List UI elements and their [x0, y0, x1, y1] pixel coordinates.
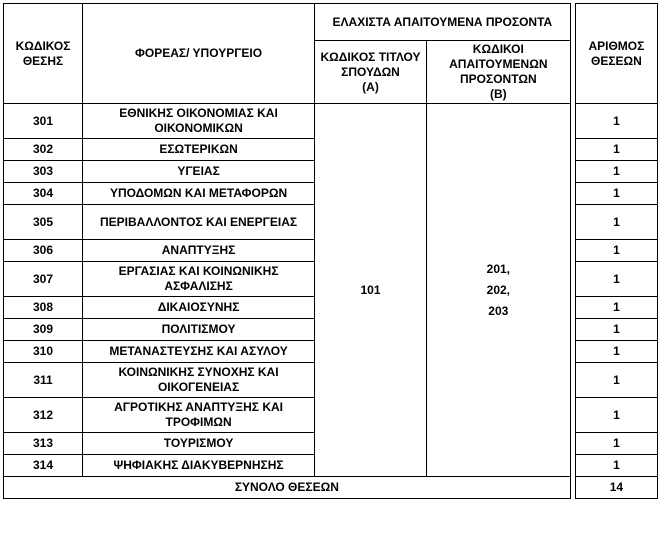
header-qualifications: ΕΛΑΧΙΣΤΑ ΑΠΑΙΤΟΥΜΕΝΑ ΠΡΟΣΟΝΤΑ — [315, 4, 571, 41]
row-code: 302 — [4, 139, 83, 161]
total-row — [4, 477, 658, 499]
row-count: 1 — [575, 139, 657, 161]
row-count: 1 — [575, 319, 657, 341]
row-count: 1 — [575, 183, 657, 205]
positions-table — [3, 3, 658, 499]
header-col-a — [315, 41, 427, 104]
shared-title-code: 101 — [315, 104, 427, 477]
row-count: 1 — [575, 262, 657, 297]
row-body: ΕΣΩΤΕΡΙΚΩΝ — [83, 139, 315, 161]
row-count: 1 — [575, 433, 657, 455]
row-count: 1 — [575, 341, 657, 363]
row-body: ΠΟΛΙΤΙΣΜΟΥ — [83, 319, 315, 341]
row-body: ΑΓΡΟΤΙΚΗΣ ΑΝΑΠΤΥΞΗΣ ΚΑΙ ΤΡΟΦΙΜΩΝ — [83, 398, 315, 433]
row-count: 1 — [575, 240, 657, 262]
row-code: 308 — [4, 297, 83, 319]
row-body: ΕΡΓΑΣΙΑΣ ΚΑΙ ΚΟΙΝΩΝΙΚΗΣ ΑΣΦΑΛΙΣΗΣ — [83, 262, 315, 297]
row-code: 312 — [4, 398, 83, 433]
row-count: 1 — [575, 398, 657, 433]
row-code: 307 — [4, 262, 83, 297]
header-col-a-label: ΚΩΔΙΚΟΣ ΤΙΤΛΟΥ ΣΠΟΥΔΩΝ — [320, 49, 421, 79]
row-body: ΤΟΥΡΙΣΜΟΥ — [83, 433, 315, 455]
row-body: ΠΕΡΙΒΑΛΛΟΝΤΟΣ ΚΑΙ ΕΝΕΡΓΕΙΑΣ — [83, 205, 315, 240]
row-code: 309 — [4, 319, 83, 341]
row-code: 310 — [4, 341, 83, 363]
row-code: 305 — [4, 205, 83, 240]
row-body: ΕΘΝΙΚΗΣ ΟΙΚΟΝΟΜΙΑΣ ΚΑΙ ΟΙΚΟΝΟΜΙΚΩΝ — [83, 104, 315, 139]
row-body: ΥΠΟΔΟΜΩΝ ΚΑΙ ΜΕΤΑΦΟΡΩΝ — [83, 183, 315, 205]
header-col-b — [426, 41, 570, 104]
row-body: ΨΗΦΙΑΚΗΣ ΔΙΑΚΥΒΕΡΝΗΣΗΣ — [83, 455, 315, 477]
qual-code-1: 201, — [486, 261, 510, 276]
row-body: ΥΓΕΙΑΣ — [83, 161, 315, 183]
row-body: ΚΟΙΝΩΝΙΚΗΣ ΣΥΝΟΧΗΣ ΚΑΙ ΟΙΚΟΓΕΝΕΙΑΣ — [83, 363, 315, 398]
row-count: 1 — [575, 205, 657, 240]
header-col-b-label: ΚΩΔΙΚΟΙ ΑΠΑΙΤΟΥΜΕΝΩΝ ΠΡΟΣΟΝΤΩΝ — [449, 42, 548, 86]
row-code: 303 — [4, 161, 83, 183]
row-body: ΜΕΤΑΝΑΣΤΕΥΣΗΣ ΚΑΙ ΑΣΥΛΟΥ — [83, 341, 315, 363]
header-col-a-sub: (Α) — [362, 79, 379, 94]
row-body: ΑΝΑΠΤΥΞΗΣ — [83, 240, 315, 262]
row-code: 304 — [4, 183, 83, 205]
header-col-b-sub: (Β) — [489, 87, 507, 101]
row-code: 314 — [4, 455, 83, 477]
row-body: ΔΙΚΑΙΟΣΥΝΗΣ — [83, 297, 315, 319]
row-code: 301 — [4, 104, 83, 139]
row-code: 311 — [4, 363, 83, 398]
header-code: ΚΩΔΙΚΟΣ ΘΕΣΗΣ — [4, 4, 83, 104]
row-count: 1 — [575, 455, 657, 477]
total-label: ΣΥΝΟΛΟ ΘΕΣΕΩΝ — [4, 477, 571, 499]
header-body: ΦΟΡΕΑΣ/ ΥΠΟΥΡΓΕΙΟ — [83, 4, 315, 104]
row-count: 1 — [575, 297, 657, 319]
row-count: 1 — [575, 161, 657, 183]
total-value: 14 — [575, 477, 657, 499]
shared-qual-codes — [426, 104, 570, 477]
qual-code-2: 202, — [486, 282, 510, 297]
row-code: 306 — [4, 240, 83, 262]
row-code: 313 — [4, 433, 83, 455]
table-row — [4, 104, 658, 139]
row-count: 1 — [575, 363, 657, 398]
row-count: 1 — [575, 104, 657, 139]
qual-code-3: 203 — [488, 303, 509, 318]
header-count: ΑΡΙΘΜΟΣ ΘΕΣΕΩΝ — [575, 4, 657, 104]
